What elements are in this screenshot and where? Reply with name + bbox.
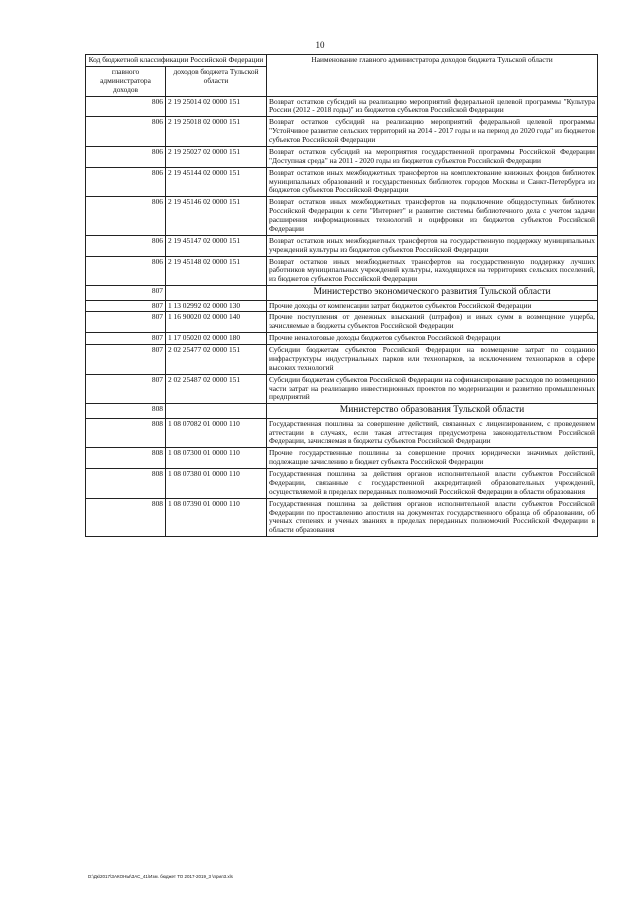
admin-column-header: главного администратора доходов: [86, 66, 166, 96]
ministry-section-row: [86, 404, 598, 418]
revenue-name-cell: Государственная пошлина за действия органов исполнительной власти субъектов Российской Федерации, связанные с государственной аккредитацией образовательных учреждений, осуществляемой в пределах переданных полномочий Российской Федерации в области образования: [267, 469, 598, 499]
admin-code-cell: 807: [86, 345, 166, 375]
table-row: [86, 448, 598, 469]
revenue-code-cell: 2 19 25027 02 0000 151: [166, 146, 267, 167]
revenue-name-cell: Возврат остатков иных межбюджетных трансфертов на государственную поддержку муниципальных учреждений культуры из бюджетов субъектов Российской Федерации: [267, 235, 598, 256]
table-row: [86, 469, 598, 499]
revenue-code-cell: 1 13 02992 02 0000 130: [166, 300, 267, 312]
revenue-code-cell: 2 19 45147 02 0000 151: [166, 235, 267, 256]
revenue-name-cell: Возврат остатков субсидий на реализацию мероприятий федеральной целевой программы "Культура России (2012 - 2018 годы)" из бюджетов субъектов Российской Федерации: [267, 96, 598, 117]
revenue-name-cell: Возврат остатков иных межбюджетных трансфертов на подключение общедоступных библиотек Российской Федерации к сети "Интернет" и развитие системы библиотечного дела с учетом задачи расширения информационных технологий и оцифровки из бюджетов субъектов Российской Федерации: [267, 197, 598, 236]
admin-code-cell: 806: [86, 167, 166, 197]
admin-code-cell: 807: [86, 333, 166, 345]
admin-code-cell: 808: [86, 498, 166, 537]
admin-code-cell: 808: [86, 404, 166, 418]
revenue-code-cell: [166, 404, 267, 418]
revenue-name-cell: Возврат остатков иных межбюджетных трансфертов на государственную поддержку лучших работников муниципальных учреждений культуры, находящихся на территориях сельских поселений, из бюджетов субъектов Российской Федерации: [267, 256, 598, 286]
revenue-name-cell: Субсидии бюджетам субъектов Российской Федерации на возмещение затрат по созданию инфраструктуры индустриальных парков или технопарков, за исключением технопарков в сфере высоких технологий: [267, 345, 598, 375]
revenue-code-cell: 2 19 45146 02 0000 151: [166, 197, 267, 236]
table-row: [86, 146, 598, 167]
table-row: [86, 345, 598, 375]
table-row: [86, 312, 598, 333]
ministry-name-cell: Министерство образования Тульской области: [267, 404, 598, 418]
ministry-name-cell: Министерство экономического развития Тульской области: [267, 286, 598, 300]
admin-code-cell: 808: [86, 448, 166, 469]
admin-code-cell: 806: [86, 256, 166, 286]
table-row: [86, 498, 598, 537]
table-row: [86, 96, 598, 117]
revenue-code-cell: 1 08 07300 01 0000 110: [166, 448, 267, 469]
revenue-code-cell: 2 02 25477 02 0000 151: [166, 345, 267, 375]
file-path-footer: D:\Дк\2017\ЗАКОНЫ\ЗАС_41\Изм. бюджет ТО 2017-2019_3 \прил3.xls: [88, 874, 233, 879]
admin-code-cell: 808: [86, 418, 166, 448]
admin-code-cell: 806: [86, 235, 166, 256]
table-row: [86, 235, 598, 256]
revenue-code-cell: 2 19 45144 02 0000 151: [166, 167, 267, 197]
table-row: [86, 197, 598, 236]
code-column-header: доходов бюджета Тульской области: [166, 66, 267, 96]
table-row: [86, 418, 598, 448]
admin-code-cell: 808: [86, 469, 166, 499]
table-row: [86, 333, 598, 345]
ministry-section-row: [86, 286, 598, 300]
revenue-administrators-table: [85, 54, 598, 537]
revenue-name-cell: Прочие поступления от денежных взысканий (штрафов) и иных сумм в возмещение ущерба, зачисляемые в бюджеты субъектов Российской Федерации: [267, 312, 598, 333]
revenue-code-cell: 1 16 90020 02 0000 140: [166, 312, 267, 333]
revenue-name-cell: Прочие государственные пошлины за совершение прочих юридически значимых действий, подлежащие зачислению в бюджет субъекта Российской Федерации: [267, 448, 598, 469]
revenue-name-cell: Прочие доходы от компенсации затрат бюджетов субъектов Российской Федерации: [267, 300, 598, 312]
admin-code-cell: 806: [86, 117, 166, 147]
classification-header: Код бюджетной классификации Российской Федерации: [86, 55, 267, 67]
admin-code-cell: 807: [86, 300, 166, 312]
revenue-code-cell: 2 19 45148 02 0000 151: [166, 256, 267, 286]
admin-code-cell: 806: [86, 96, 166, 117]
revenue-code-cell: 2 02 25487 02 0000 151: [166, 374, 267, 404]
table-row: [86, 167, 598, 197]
revenue-name-cell: Возврат остатков субсидий на мероприятия государственной программы Российской Федерации "Доступная среда" на 2011 - 2020 годы из бюджетов субъектов Российской Федерации: [267, 146, 598, 167]
revenue-name-cell: Возврат остатков субсидий на реализацию мероприятий федеральной целевой программы "Устойчивое развитие сельских территорий на 2014 - 2017 годы и на период до 2020 года" из бюджетов субъектов Российской Федерации: [267, 117, 598, 147]
admin-code-cell: 807: [86, 312, 166, 333]
revenue-name-cell: Прочие неналоговые доходы бюджетов субъектов Российской Федерации: [267, 333, 598, 345]
revenue-name-cell: Субсидии бюджетам субъектов Российской Федерации на софинансирование расходов по возмещению части затрат на реализацию инвестиционных проектов по модернизации и развитию промышленных предприятий: [267, 374, 598, 404]
revenue-name-cell: Государственная пошлина за совершение действий, связанных с лицензированием, с проведением аттестации в случаях, если такая аттестация предусмотрена законодательством Российской Федерации, зачисляемая в бюджеты субъектов Российской Федерации: [267, 418, 598, 448]
table-row: [86, 300, 598, 312]
table-header-row: [86, 55, 598, 67]
name-header: Наименование главного администратора доходов бюджета Тульской области: [267, 55, 598, 97]
revenue-code-cell: 1 17 05020 02 0000 180: [166, 333, 267, 345]
revenue-name-cell: Возврат остатков иных межбюджетных трансфертов на комплектование книжных фондов библиотек муниципальных образований и государственных библиотек городов Москвы и Санкт-Петербурга из бюджетов субъектов Российской Федерации: [267, 167, 598, 197]
admin-code-cell: 806: [86, 146, 166, 167]
revenue-code-cell: 1 08 07390 01 0000 110: [166, 498, 267, 537]
revenue-code-cell: [166, 286, 267, 300]
admin-code-cell: 807: [86, 374, 166, 404]
table-row: [86, 117, 598, 147]
revenue-code-cell: 2 19 25018 02 0000 151: [166, 117, 267, 147]
table-body: [86, 96, 598, 537]
admin-code-cell: 806: [86, 197, 166, 236]
revenue-code-cell: 1 08 07082 01 0000 110: [166, 418, 267, 448]
table-row: [86, 374, 598, 404]
table-row: [86, 256, 598, 286]
page-number: 10: [315, 40, 325, 50]
revenue-code-cell: 1 08 07380 01 0000 110: [166, 469, 267, 499]
revenue-code-cell: 2 19 25014 02 0000 151: [166, 96, 267, 117]
revenue-name-cell: Государственная пошлина за действия органов исполнительной власти субъектов Российской Федерации по проставлению апостиля на документах государственного образца об образовании, об ученых степенях и ученых званиях в пределах переданных полномочий Российской Федерации в области образования: [267, 498, 598, 537]
admin-code-cell: 807: [86, 286, 166, 300]
